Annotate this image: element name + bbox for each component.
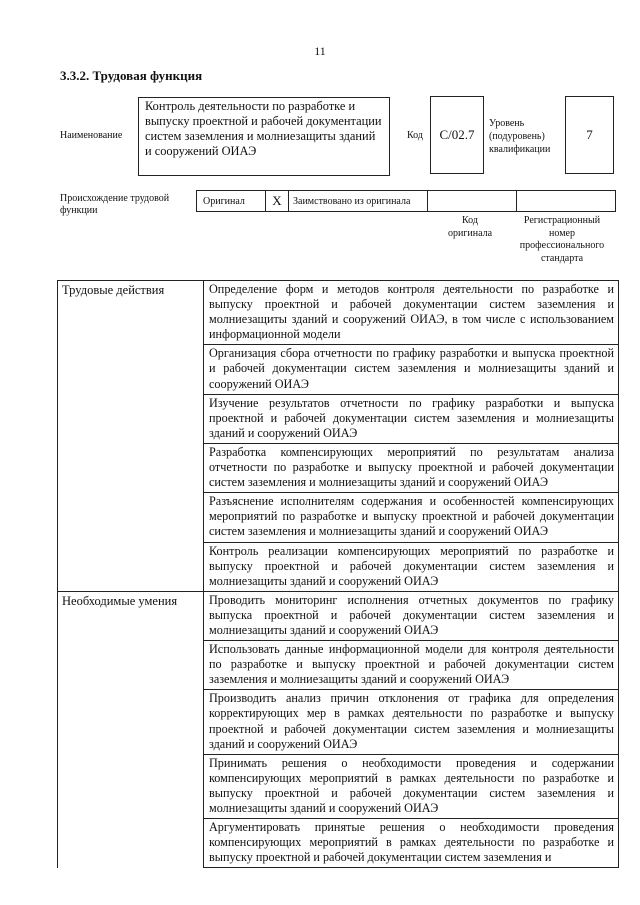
table-row <box>58 542 619 591</box>
table-cell: Контроль реализации компенсирующих мероприятий по разработке и выпуску проектной и рабочей документации систем заземления и молниезащиты зданий и сооружений ОИАЭ <box>204 542 619 591</box>
name-label: Наименование <box>60 130 123 141</box>
original-code-cell <box>427 190 517 212</box>
category-continuation <box>58 345 204 394</box>
original-mark-cell: X <box>265 190 289 212</box>
table-cell: Организация сбора отчетности по графику разработки и выпуска проектной и рабочей документации систем заземления и молниезащиты зданий и сооружений ОИАЭ <box>204 345 619 394</box>
table-row <box>58 345 619 394</box>
table-row <box>58 754 619 818</box>
category-continuation <box>58 493 204 542</box>
table-row <box>58 641 619 690</box>
table-row <box>58 281 619 345</box>
original-cell <box>196 190 266 212</box>
function-details-table <box>57 280 619 868</box>
page-number: 11 <box>314 44 326 58</box>
table-cell: Разъяснение исполнителям содержания и особенностей компенсирующих мероприятий по разработке и выпуску проектной и рабочей документации систем заземления и молниезащиты зданий и сооружений ОИАЭ <box>204 493 619 542</box>
qualification-level-box: 7 <box>565 96 614 174</box>
table-row <box>58 394 619 443</box>
reg-number-caption: Регистрационный номер профессионального стандарта <box>519 215 605 264</box>
original-label: Оригинал <box>203 195 245 207</box>
section-heading: 3.3.2. Трудовая функция <box>60 68 203 83</box>
table-row <box>58 690 619 754</box>
table-cell: Принимать решения о необходимости проведения и содержании компенсирующих мероприятий в рамках деятельности по разработке и выпуску проектной и рабочей документации систем заземления и молниезащиты зданий и сооружений ОИАЭ <box>204 754 619 818</box>
origin-row <box>196 190 616 212</box>
table-cell: Определение форм и методов контроля деятельности по разработке и выпуску проектной и рабочей документации систем заземления и молниезащиты зданий и сооружений ОИАЭ, в том числе с использованием информационной модели <box>204 281 619 345</box>
code-label: Код <box>407 130 423 141</box>
category-continuation <box>58 443 204 492</box>
borrowed-cell: Заимствовано из оригинала <box>288 190 428 212</box>
table-cell: Использовать данные информационной модели для контроля деятельности по разработке и выпуску проектной и рабочей документации систем заземления и молниезащиты зданий и сооружений ОИАЭ <box>204 641 619 690</box>
category-continuation <box>58 754 204 818</box>
table-cell: Разработка компенсирующих мероприятий по результатам анализа отчетности по разработке и выпуску проектной и рабочей документации систем заземления и молниезащиты зданий и сооружений ОИАЭ <box>204 443 619 492</box>
table-cell: Аргументировать принятые решения о необходимости проведения компенсирующих мероприятий в рамках деятельности по разработке и выпуску проектной и рабочей документации систем заземления и <box>204 819 619 868</box>
table-row <box>58 493 619 542</box>
category-continuation <box>58 394 204 443</box>
level-label: Уровень (подуровень) квалификации <box>489 118 551 155</box>
category-required-skills: Необходимые умения <box>58 591 204 640</box>
category-continuation <box>58 641 204 690</box>
reg-number-cell <box>516 190 616 212</box>
table-cell: Проводить мониторинг исполнения отчетных документов по графику выпуска проектной и рабочей документации систем заземления и молниезащиты зданий и сооружений ОИАЭ <box>204 591 619 640</box>
function-code-box: С/02.7 <box>430 96 484 174</box>
table-row <box>58 819 619 868</box>
table-row <box>58 443 619 492</box>
table-cell: Изучение результатов отчетности по графику разработки и выпуска проектной и рабочей документации систем заземления и молниезащиты зданий и сооружений ОИАЭ <box>204 394 619 443</box>
table-cell: Производить анализ причин отклонения от графика для определения корректирующих мер в рамках деятельности по разработке и выпуску проектной и рабочей документации систем заземления и молниезащиты зданий и сооружений ОИАЭ <box>204 690 619 754</box>
origin-label: Происхождение трудовой функции <box>60 193 170 216</box>
category-labor-actions: Трудовые действия <box>58 281 204 345</box>
function-name-box: Контроль деятельности по разработке и выпуску проектной и рабочей документации систем заземления и молниезащиты зданий и сооружений ОИАЭ <box>138 97 390 176</box>
original-code-caption: Код оригинала <box>447 215 493 239</box>
category-continuation <box>58 819 204 868</box>
category-continuation <box>58 690 204 754</box>
category-continuation <box>58 542 204 591</box>
table-row <box>58 591 619 640</box>
